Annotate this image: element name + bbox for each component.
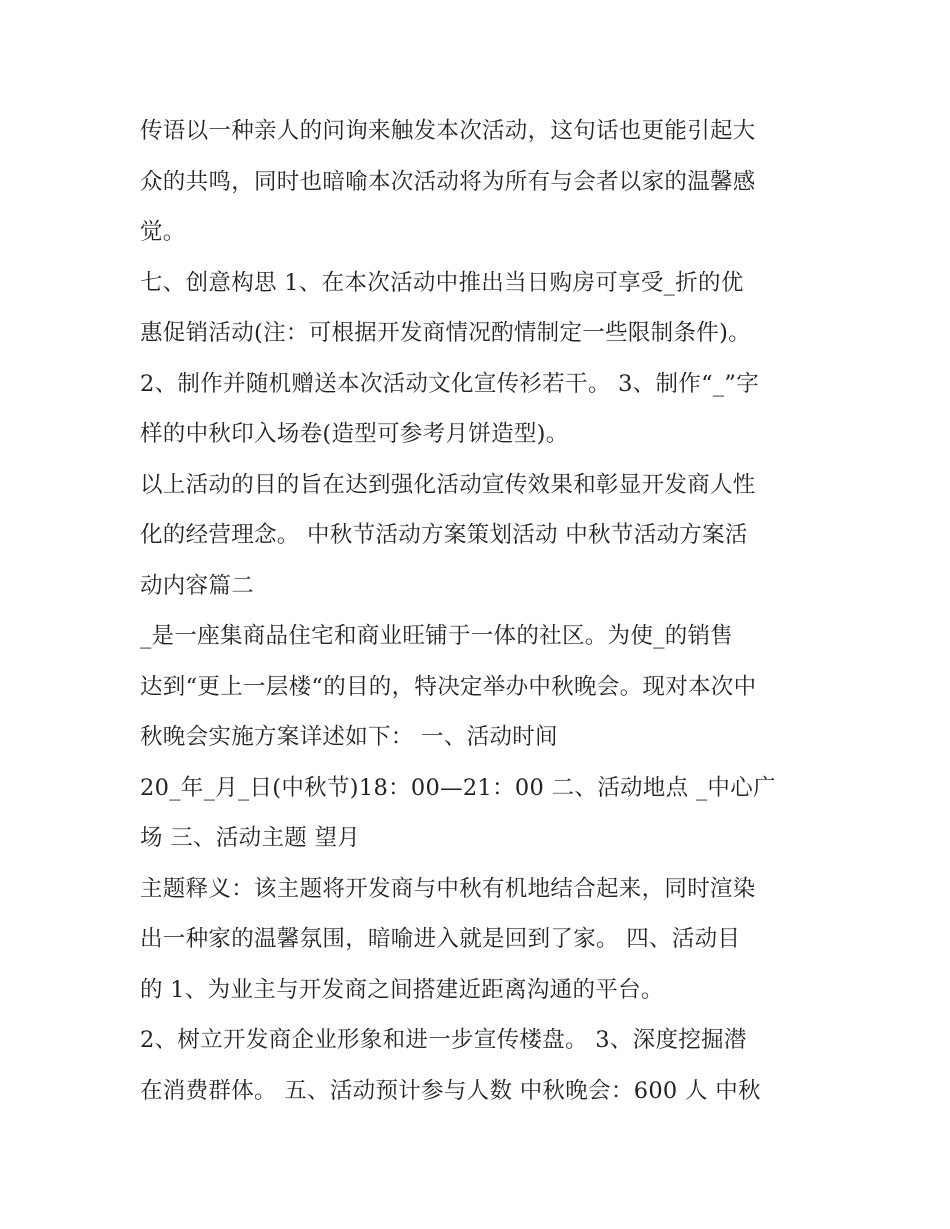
text-line: _是一座集商品住宅和商业旺铺于一体的社区。为使_的销售: [140, 623, 734, 649]
text-line: 达到“更上一层楼“的目的，特决定举办中秋晚会。现对本次中: [140, 673, 757, 700]
paragraph-4: [140, 460, 820, 612]
text-line: 场 三、活动主题 望月: [140, 825, 361, 851]
text-line: 化的经营理念。 中秋节活动方案策划活动 中秋节活动方案活: [140, 522, 748, 548]
text-line: 主题释义：该主题将开发商与中秋有机地结合起来，同时渲染: [140, 875, 756, 902]
text-line: 觉。: [140, 219, 186, 245]
paragraph-1: [140, 106, 820, 258]
text-line: 以上活动的目的旨在达到强化活动宣传效果和彰显开发商人性: [140, 471, 756, 498]
text-line: 出一种家的温馨氛围，暗喻进入就是回到了家。 四、活动目: [140, 926, 741, 952]
text-line: 在消费群体。 五、活动预计参与人数 中秋晚会：600 人 中秋: [140, 1077, 761, 1104]
paragraph-2: [140, 258, 820, 359]
text-line: 的 1、为业主与开发商之间搭建近距离沟通的平台。: [140, 976, 664, 1003]
text-line: 惠促销活动(注：可根据开发商情况酌情制定一些限制条件)。: [140, 320, 751, 346]
paragraph-3: [140, 359, 820, 460]
paragraph-5: [140, 611, 820, 763]
text-line: 秋晚会实施方案详述如下： 一、活动时间: [140, 724, 558, 750]
text-line: 传语以一种亲人的问询来触发本次活动，这句话也更能引起大: [140, 118, 756, 144]
text-line: 20_年_月_日(中秋节)18：00—21：00 二、活动地点 _中心广: [140, 774, 776, 801]
paragraph-8: [140, 1015, 820, 1116]
text-line: 样的中秋印入场卷(造型可参考月饼造型)。: [140, 421, 569, 447]
document-body: [140, 106, 820, 1116]
text-line: 七、创意构思 1、在本次活动中推出当日购房可享受_折的优: [140, 269, 744, 296]
paragraph-7: [140, 864, 820, 1016]
paragraph-6: [140, 763, 820, 864]
text-line: 2、制作并随机赠送本次活动文化宣传衫若干。 3、制作“_”字: [140, 370, 760, 397]
text-line: 动内容篇二: [140, 572, 255, 599]
text-line: 众的共鸣，同时也暗喻本次活动将为所有与会者以家的温馨感: [140, 168, 756, 195]
text-line: 2、树立开发商企业形象和进一步宣传楼盘。 3、深度挖掘潜: [140, 1027, 747, 1053]
